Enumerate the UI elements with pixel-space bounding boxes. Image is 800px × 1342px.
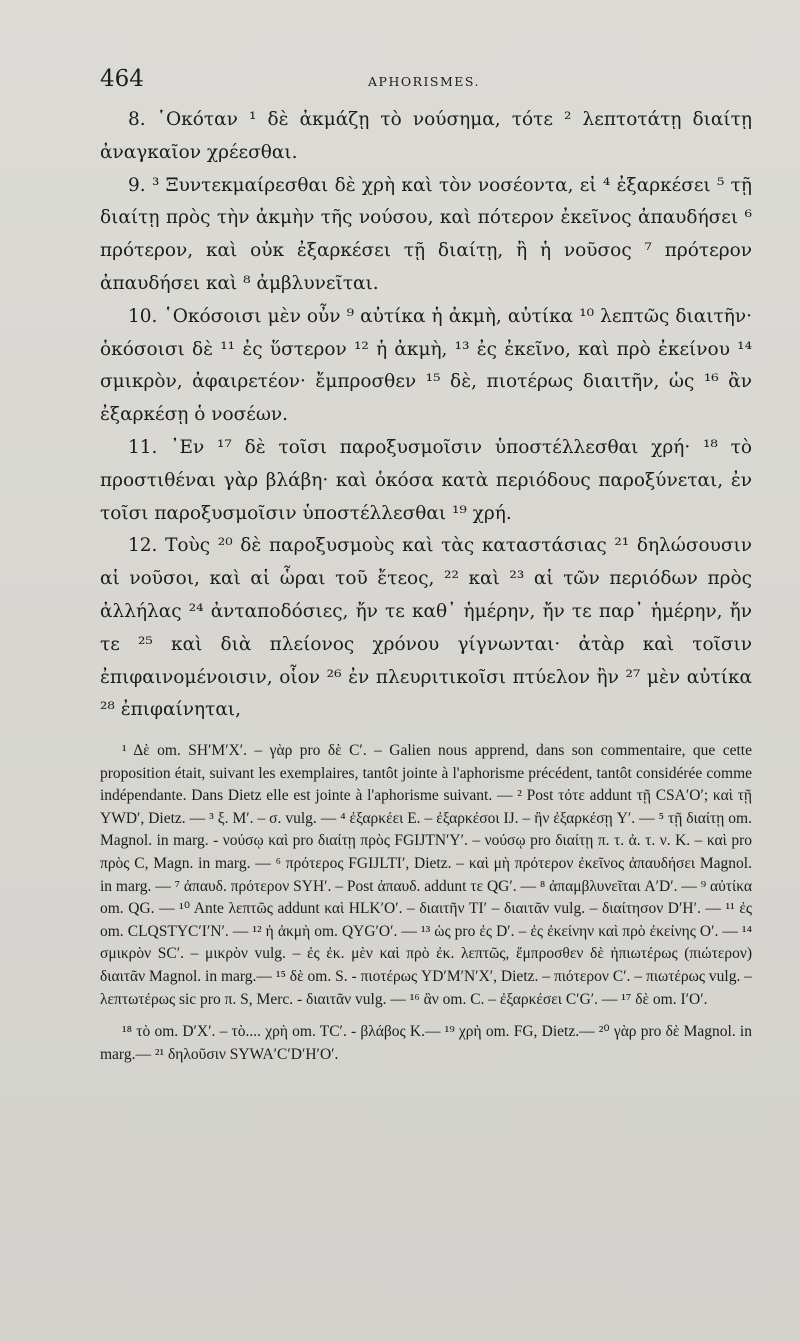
aphorism-10: 10. ῾Οκόσοισι μὲν οὖν ⁹ αὐτίκα ἡ ἀκμὴ, αὐτίκα ¹⁰ λεπτῶς διαιτῆν· ὁκόσοισι δὲ ¹¹ ἐς ὕστερον ¹² ἡ ἀκμὴ, ¹³ ἐς ἐκεῖνο, καὶ πρὸ ἐκείνου ¹⁴ σμικρὸν, ἀφαιρετέον· ἔμπροσθεν ¹⁵ δὲ, πιοτέρως διαιτῆν, ὡς ¹⁶ ἂν ἐξαρκέσῃ ὁ νοσέων. (100, 305, 752, 426)
aphorism-11: 11. ᾿Εν ¹⁷ δὲ τοῖσι παροξυσμοῖσιν ὑποστέλλεσθαι χρή· ¹⁸ τὸ προστιθέναι γὰρ βλάβη· καὶ ὁκόσα κατὰ περιόδους παροξύνεται, ἐν τοῖσι παροξυσμοῖσιν ὑποστέλλεσθαι ¹⁹ χρή. (100, 436, 752, 524)
aphorism-8: 8. ῾Οκόταν ¹ δὲ ἀκμάζῃ τὸ νούσημα, τότε ² λεπτοτάτῃ διαίτῃ ἀναγκαῖον χρέεσθαι. (100, 109, 752, 163)
footnote-block: ¹⁸ τὸ om. D′X′. – τὸ.... χρὴ om. TC′. - βλάβος K.— ¹⁹ χρὴ om. FG, Dietz.— ²⁰ γὰρ pro δὲ Magnol. in marg.— ²¹ δηλοῦσιν SYWA′C′D′H′O′. (100, 1023, 752, 1063)
aphorism-12: 12. Τοὺς ²⁰ δὲ παροξυσμοὺς καὶ τὰς καταστάσιας ²¹ δηλώσουσιν αἱ νοῦσοι, καὶ αἱ ὧραι τοῦ ἔτεος, ²² καὶ ²³ αἱ τῶν περιόδων πρὸς ἀλλήλας ²⁴ ἀνταποδόσιες, ἤν τε καθ᾿ ἡμέρην, ἤν τε παρ᾿ ἡμέρην, ἤν τε ²⁵ καὶ διὰ πλείονος χρόνου γίγνωνται· ἀτὰρ καὶ τοῖσιν ἐπιφαινομένοισιν, οἷον ²⁶ ἐν πλευριτικοῖσι πτύελον ἢν ²⁷ μὲν αὐτίκα ²⁸ ἐπιφαίνηται, (100, 535, 752, 721)
running-title: APHORISMES. (368, 74, 481, 89)
greek-text (100, 104, 752, 727)
footnote-block: ¹ Δὲ om. SH′M′X′. – γὰρ pro δὲ C′. – Galien nous apprend, dans son commentaire, que cette proposition était, suivant les exemplaires, tantôt jointe à l'aphorisme précédent, tantôt considérée comme indépendante. Dans Dietz elle est jointe à l'aphorisme suivant. — ² Post τότε addunt τῇ CSA′O′; καὶ τῇ YWD′, Dietz. — ³ ξ. M′. – σ. vulg. — ⁴ ἐξαρκέει E. – ἐξαρκέσοι IJ. – ἢν ἐξαρκέσῃ Y′. — ⁵ τῇ διαίτῃ om. Magnol. in marg. - νούσῳ καὶ pro διαίτῃ πρὸς FGIJTN′Y′. – νούσῳ pro διαίτῃ π. τ. ἀ. τ. ν. K. – καὶ pro πρὸς C, Magn. in marg. — ⁶ πρότερος FGIJLTI′, Dietz. – καὶ μὴ πρότερον ἐκεῖνος ἀπαυδήσει Magnol. in marg. — ⁷ ἀπαυδ. πρότερον SYH′. – Post ἀπαυδ. addunt τε QG′. — ⁸ ἀπαμβλυνεῖται A′D′. — ⁹ αὐτίκα om. QG. — ¹⁰ Ante λεπτῶς addunt καὶ HLK′O′. – διαιτῆν TI′ – διαιτᾶν vulg. – διαίτησον D′H′. — ¹¹ ἐς om. CLQSTYC′I′N′. — ¹² ἡ ἀκμὴ om. QYG′O′. — ¹³ ὡς pro ἐς D′. – ἐς ἐκείνην καὶ πρὸ ἐκείνης O′. — ¹⁴ σμικρὸν SC′. – μικρὸν vulg. – ἐς ἐκ. μὲν καὶ πρὸ ἐκ. λεπτῶς, ἔμπροσθεν δὲ ἠπιωτέρως (πιώτερον) διαιτᾶν Magnol. in marg.— ¹⁵ δὲ om. S. - πιοτέρως YD′M′N′X′, Dietz. – πιότερον C′. – πιωτέρως vulg. – λεπτωτέρως sic pro π. S, Merc. - διαιτᾶν vulg. — ¹⁶ ἂν om. C. – ἐξαρκέσει C′G′. — ¹⁷ δὲ om. I′O′. (100, 742, 752, 1008)
footnotes (100, 740, 752, 1066)
page-header (100, 66, 780, 96)
page-number: 464 (100, 66, 144, 92)
aphorism-9: 9. ³ Ξυντεκμαίρεσθαι δὲ χρὴ καὶ τὸν νοσέοντα, εἰ ⁴ ἐξαρκέσει ⁵ τῇ διαίτῃ πρὸς τὴν ἀκμὴν τῆς νούσου, καὶ πότερον ἐκεῖνος ἀπαυδήσει ⁶ πρότερον, καὶ οὐκ ἐξαρκέσει τῇ διαίτῃ, ἢ ἡ νοῦσος ⁷ πρότερον ἀπαυδήσει καὶ ⁸ ἀμβλυνεῖται. (100, 174, 752, 294)
